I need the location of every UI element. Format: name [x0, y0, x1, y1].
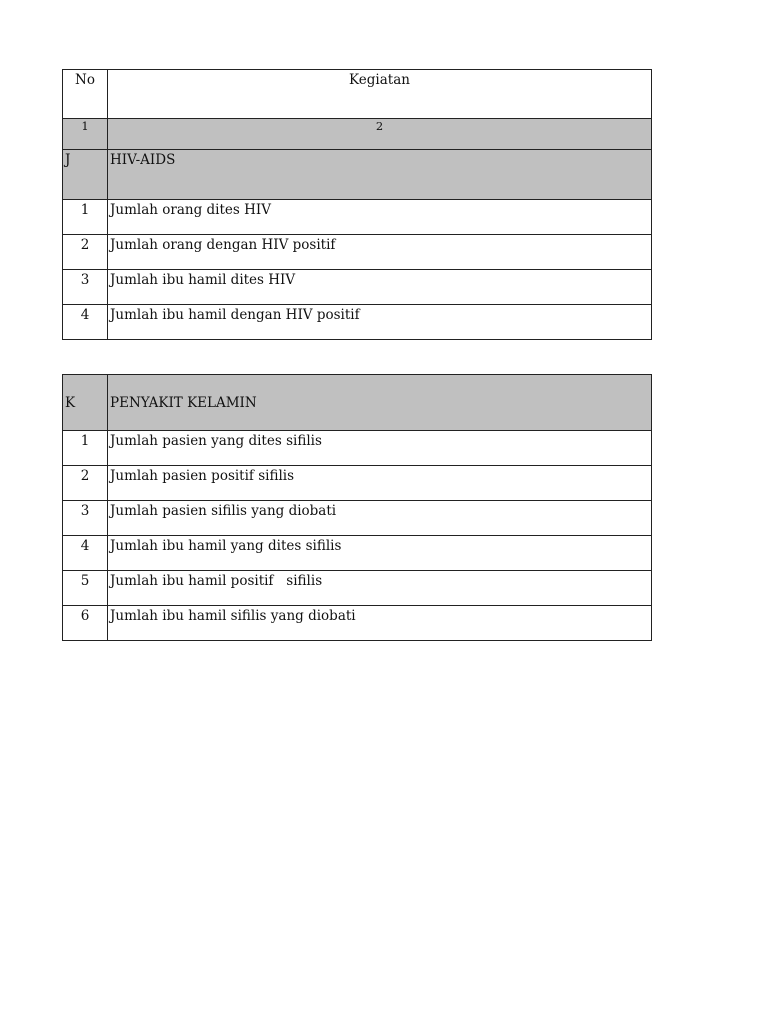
column-index-kegiatan: 2	[108, 119, 652, 150]
header-kegiatan: Kegiatan	[108, 70, 652, 119]
table-row	[63, 501, 652, 536]
row-description: Jumlah ibu hamil dengan HIV positif	[108, 305, 652, 340]
table-row	[63, 305, 652, 340]
hiv-aids-table	[62, 69, 652, 340]
table-row	[63, 431, 652, 466]
row-description: Jumlah ibu hamil dites HIV	[108, 270, 652, 305]
column-index-no: 1	[63, 119, 108, 150]
section-title: HIV-AIDS	[108, 150, 652, 200]
row-number: 3	[63, 270, 108, 305]
row-description: Jumlah pasien yang dites sifilis	[108, 431, 652, 466]
row-description: Jumlah orang dengan HIV positif	[108, 235, 652, 270]
table-row	[63, 571, 652, 606]
row-number: 2	[63, 466, 108, 501]
row-number: 5	[63, 571, 108, 606]
header-no: No	[63, 70, 108, 119]
table-row	[63, 466, 652, 501]
row-description: Jumlah pasien positif sifilis	[108, 466, 652, 501]
row-number: 2	[63, 235, 108, 270]
table-row	[63, 536, 652, 571]
row-number: 1	[63, 431, 108, 466]
section-code: K	[63, 375, 108, 431]
row-description: Jumlah orang dites HIV	[108, 200, 652, 235]
table-row	[63, 235, 652, 270]
row-description: Jumlah ibu hamil sifilis yang diobati	[108, 606, 652, 641]
section-row-penyakit-kelamin	[63, 375, 652, 431]
row-description: Jumlah ibu hamil yang dites sifilis	[108, 536, 652, 571]
section-row-hiv-aids	[63, 150, 652, 200]
row-description: Jumlah pasien sifilis yang diobati	[108, 501, 652, 536]
row-number: 3	[63, 501, 108, 536]
header-row	[63, 70, 652, 119]
row-description: Jumlah ibu hamil positif sifilis	[108, 571, 652, 606]
table-row	[63, 606, 652, 641]
table-row	[63, 270, 652, 305]
row-number: 1	[63, 200, 108, 235]
row-number: 6	[63, 606, 108, 641]
section-code: J	[63, 150, 108, 200]
table-row	[63, 200, 652, 235]
section-title: PENYAKIT KELAMIN	[108, 375, 652, 431]
penyakit-kelamin-table	[62, 374, 652, 641]
column-index-row	[63, 119, 652, 150]
row-number: 4	[63, 536, 108, 571]
row-number: 4	[63, 305, 108, 340]
